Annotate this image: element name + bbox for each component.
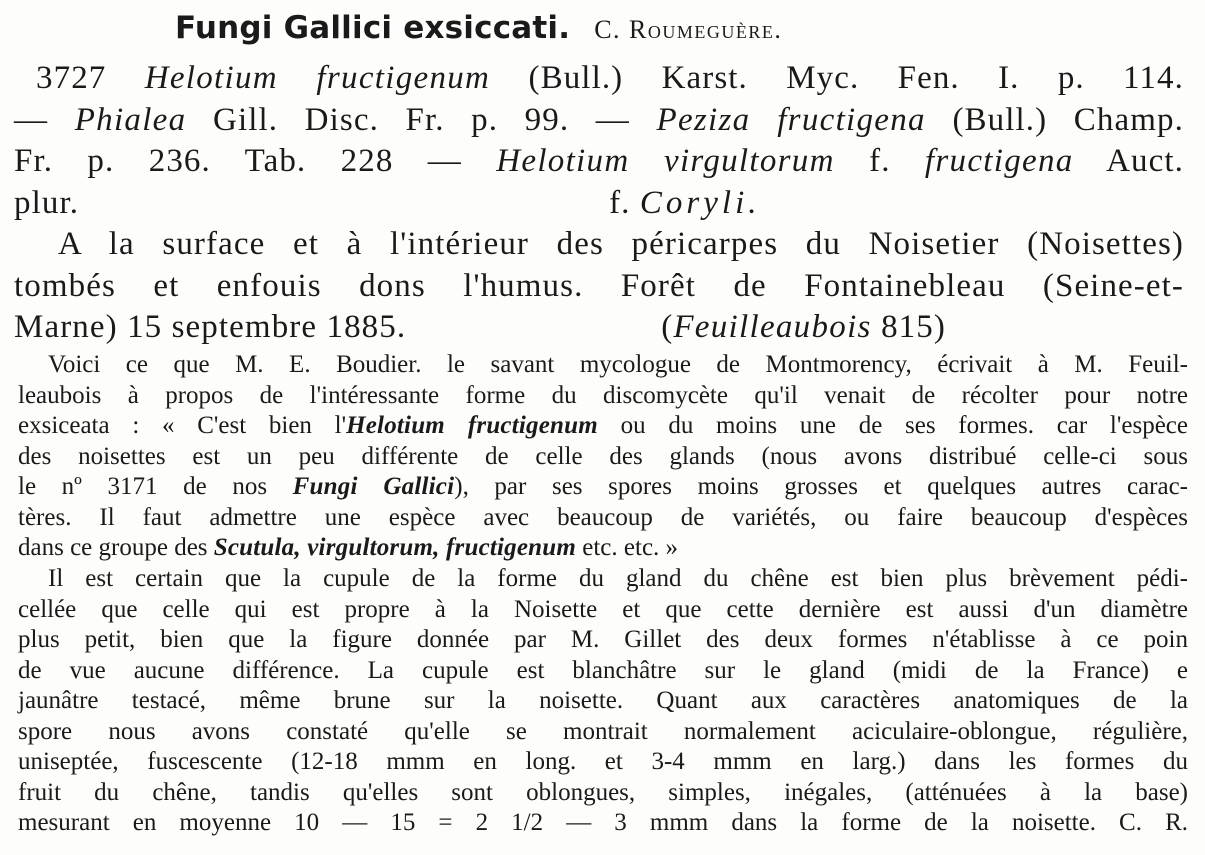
entry-line-4 bbox=[14, 183, 1184, 225]
note-series: Fungi Gallici bbox=[292, 473, 455, 500]
note-line: cellée que celle qui est propre à la Noisette et que cette dernière est aussi d'un diamètre bbox=[18, 595, 1188, 623]
notes-paragraph-2 bbox=[18, 564, 1188, 839]
note-line: de vue aucune différence. La cupule est blanchâtre sur le gland (midi de la France) e bbox=[18, 656, 1188, 684]
specimen-number: 3727 bbox=[36, 60, 107, 96]
habitat-line-1: A la surface et à l'intérieur des péricarpes du Noisetier (Noisettes) bbox=[58, 226, 1184, 262]
auct-label: Auct. bbox=[1106, 143, 1185, 179]
note-line: Voici ce que M. E. Boudier. le savant mycologue de Montmorency, écrivait à M. Feuil- bbox=[48, 351, 1188, 378]
species-citation: (Bull.) Karst. Myc. Fen. I. p. 114. bbox=[528, 60, 1184, 96]
note-line: fruit du chêne, tandis qu'elles sont oblongues, simples, inégales, (atténuées à la base) bbox=[18, 778, 1188, 806]
entry-line-2 bbox=[14, 100, 1184, 142]
note-line: mesurant en moyenne 10 — 15 = 2 1/2 — 3 mmm dans la forme de la noisette. C. R. bbox=[18, 809, 1188, 836]
note-line: uniseptée, fuscescente (12-18 mmm en long. et 3-4 mmm en larg.) dans les formes du bbox=[18, 748, 1188, 775]
note-line: plus petit, bien que la figure donnée par M. Gillet des deux formes n'établisse à ce poin bbox=[18, 626, 1188, 653]
note-line: des noisettes est un peu différente de celle des glands (nous avons distribué celle-ci sous bbox=[18, 442, 1188, 470]
note-species: Helotium fructigenum bbox=[346, 412, 598, 439]
series-title: Fungi Gallici exsiccati. bbox=[175, 10, 571, 46]
forma-label-2: f. bbox=[609, 184, 631, 221]
note-line bbox=[18, 411, 1188, 442]
specimen-entry bbox=[14, 58, 1184, 349]
note-fragment: le nº 3171 de nos bbox=[18, 473, 268, 500]
note-genera: Scutula, virgultorum, fructigenum bbox=[213, 534, 577, 561]
note-line: Il est certain que la cupule de la forme du gland du chêne est bien plus brèvement pédi- bbox=[48, 565, 1188, 592]
habitat-line-3: Marne) 15 septembre 1885. (Feuilleaubois 815) bbox=[14, 309, 946, 345]
note-line: leaubois à propos de l'intéressante forme du discomycète qu'il venait de récolter pour notre bbox=[18, 381, 1188, 409]
plur-label: plur. bbox=[14, 184, 80, 221]
synonym-phialea-ref: Gill. Disc. Fr. p. 99. — bbox=[213, 101, 630, 138]
note-fragment: dans ce groupe des bbox=[18, 534, 208, 561]
synonym-peziza: Peziza fructigena bbox=[656, 101, 926, 138]
forma-label: f. bbox=[869, 143, 891, 179]
note-fragment: etc. etc. » bbox=[582, 534, 679, 561]
note-line bbox=[18, 533, 1188, 564]
label-header bbox=[175, 10, 782, 46]
forma-fructigena: fructigena bbox=[924, 143, 1074, 179]
collector-name: Feuilleaubois bbox=[673, 309, 872, 345]
entry-line-3 bbox=[14, 141, 1184, 183]
note-fragment: exsiceata : « C'est bien l' bbox=[18, 412, 347, 439]
entry-line-1 bbox=[14, 58, 1184, 100]
collector-number: 815) bbox=[881, 309, 946, 345]
species-name: Helotium fructigenum bbox=[144, 60, 491, 96]
editor-name: C. Roumeguère. bbox=[594, 15, 783, 44]
note-line: spore nous avons constaté qu'elle se montrait normalement aciculaire-oblongue, régulière, bbox=[18, 717, 1188, 745]
synonym-peziza-ref: (Bull.) Champ. bbox=[952, 101, 1184, 138]
habitat-line-2: tombés et enfouis dons l'humus. Forêt de Fontainebleau (Seine-et- bbox=[14, 267, 1184, 304]
habitat-date: Marne) 15 septembre 1885. bbox=[14, 309, 407, 345]
note-fragment: ), par ses spores moins grosses et quelques autres carac- bbox=[454, 473, 1189, 500]
synonym-dash: — bbox=[14, 101, 49, 138]
synonym-phialea: Phialea bbox=[74, 101, 187, 138]
synonym-virgultorum: Helotium virgultorum bbox=[496, 143, 835, 179]
note-line: jaunâtre testacé, même brune sur la noisette. Quant aux caractères anatomiques de la bbox=[18, 687, 1188, 714]
forma-coryli: Coryli. bbox=[639, 184, 761, 221]
note-fragment: ou du moins une de ses formes. car l'espèce bbox=[620, 412, 1188, 439]
notes-paragraph-1 bbox=[18, 350, 1188, 564]
note-line: tères. Il faut admettre une espèce avec beaucoup de variétés, ou faire beaucoup d'espèces bbox=[18, 503, 1188, 531]
note-line bbox=[18, 472, 1188, 503]
reference-text: Fr. p. 236. Tab. 228 — bbox=[14, 143, 462, 179]
